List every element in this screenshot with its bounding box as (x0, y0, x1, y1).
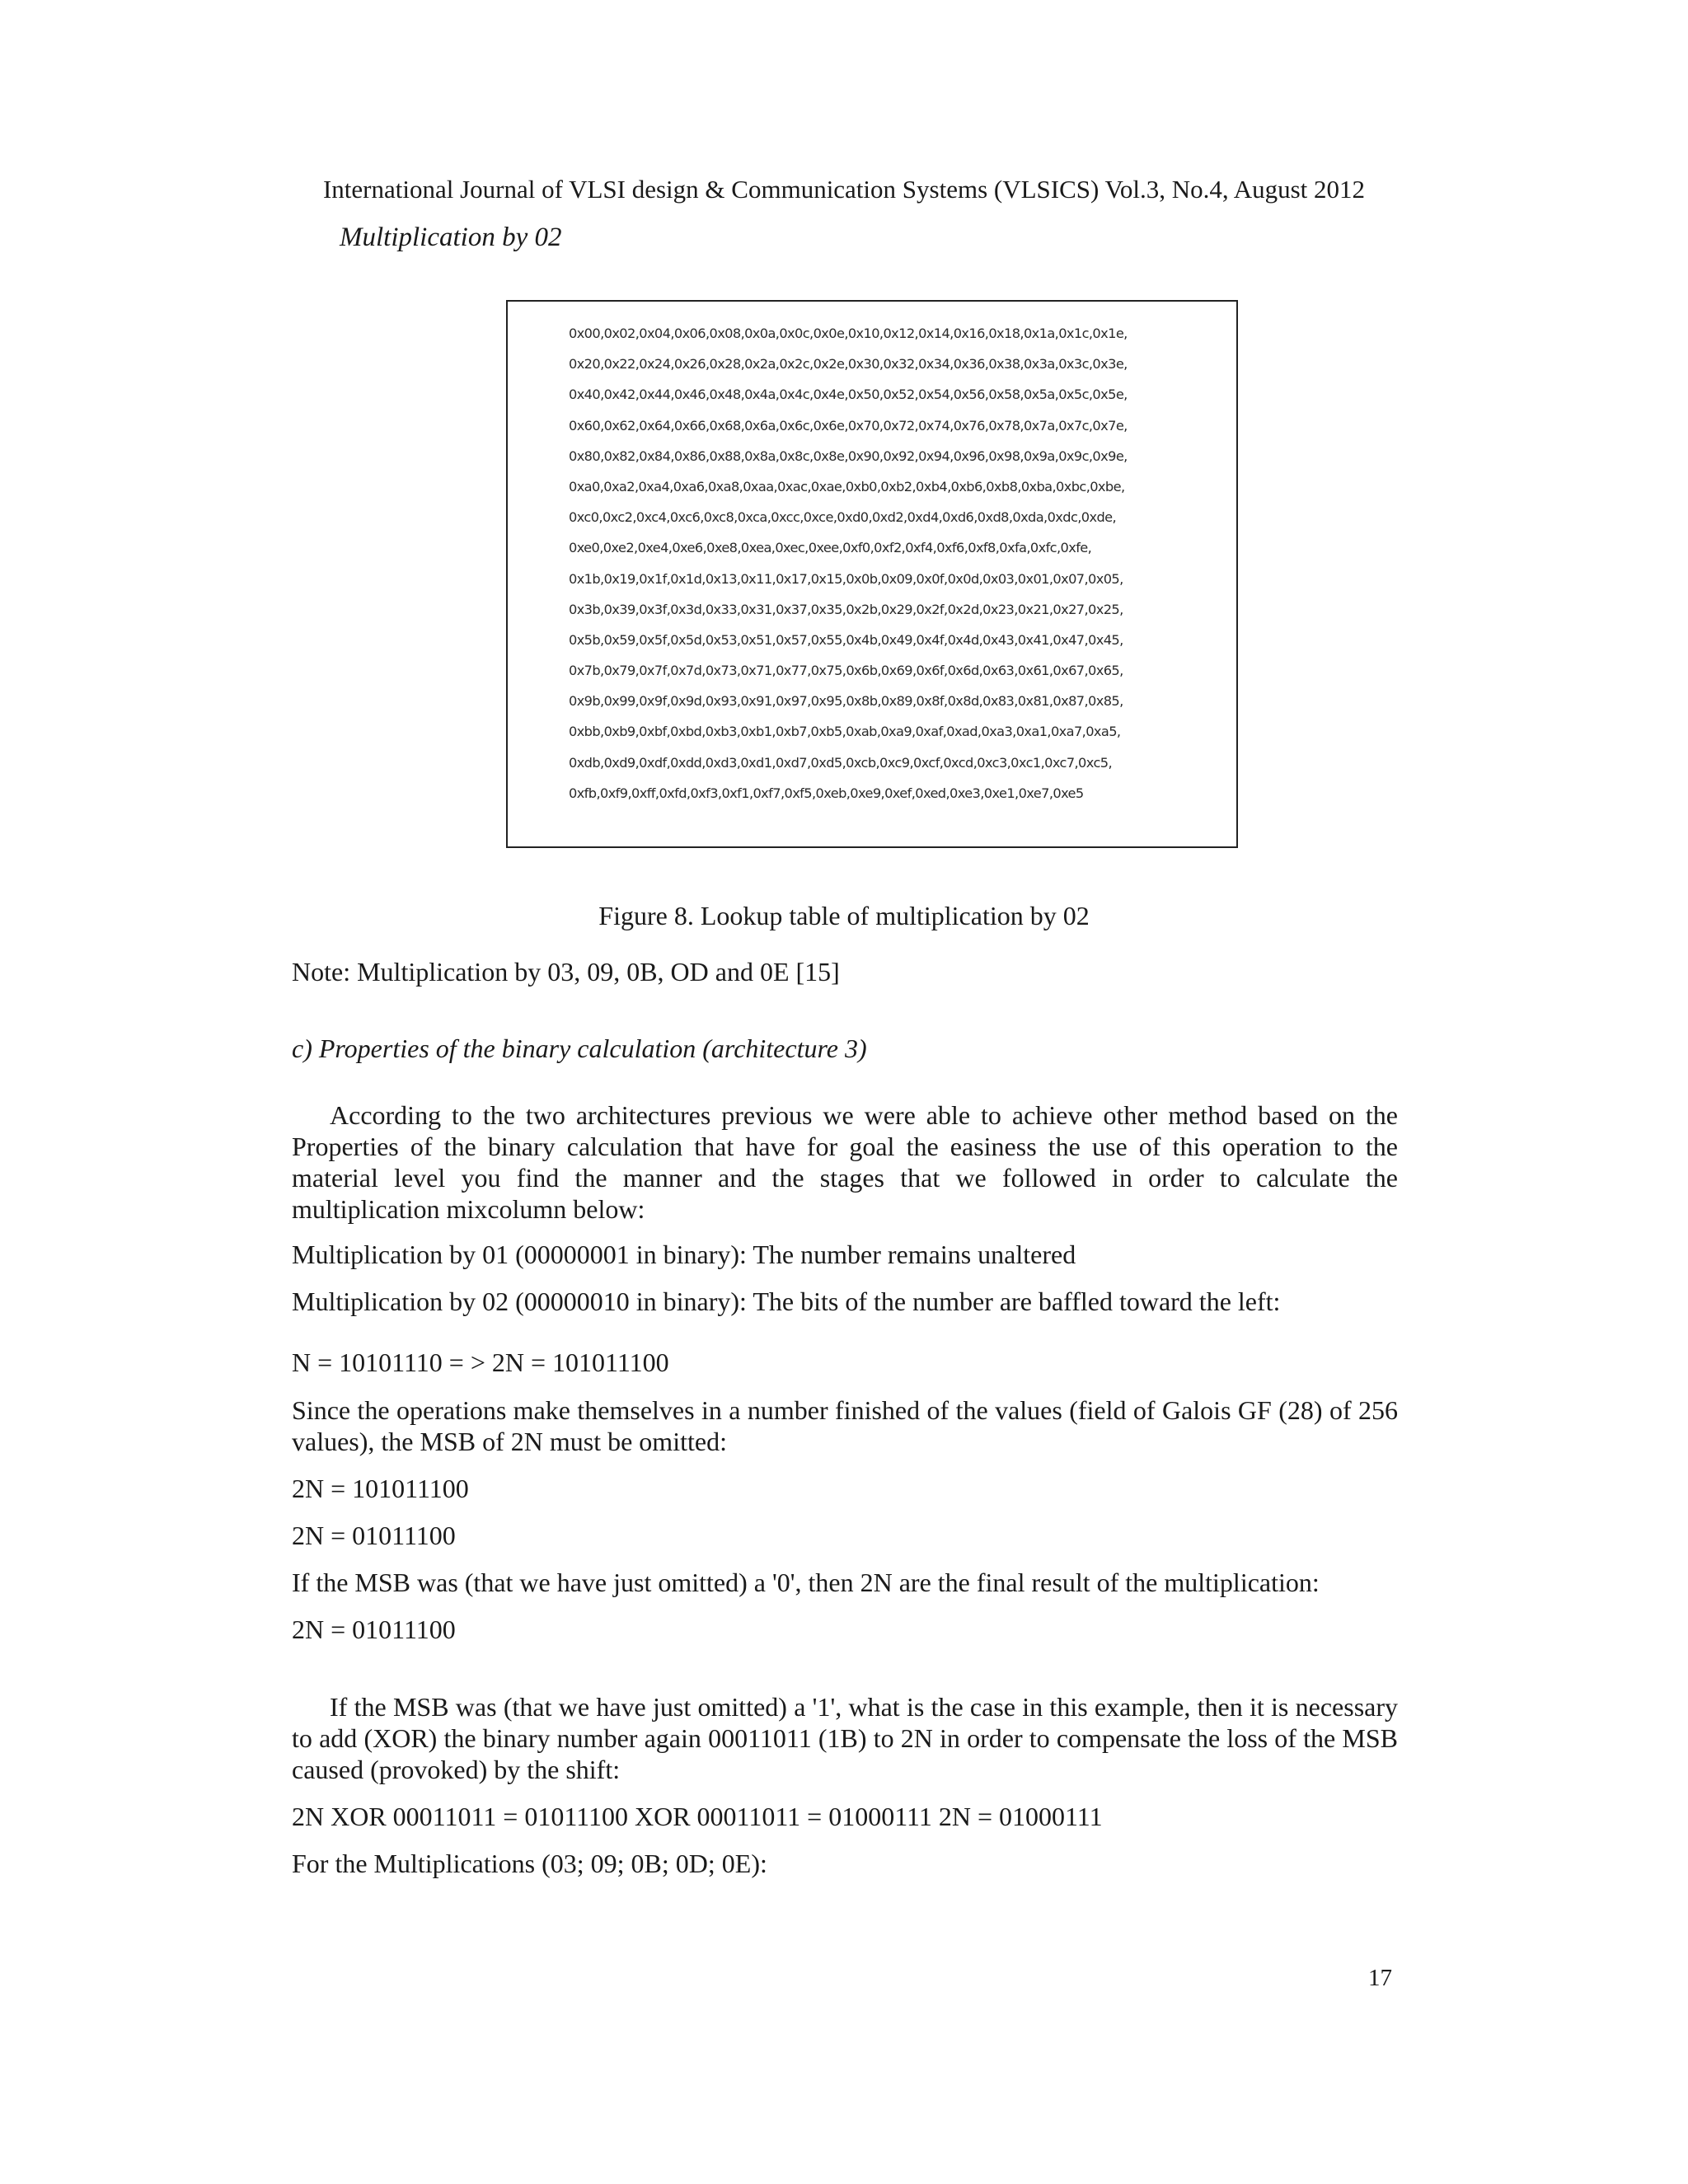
lookup-row: 0xa0,0xa2,0xa4,0xa6,0xa8,0xaa,0xac,0xae,0xb0,0xb2,0xb4,0xb6,0xb8,0xba,0xbc,0xbe, (569, 478, 1125, 494)
line-mult-02: Multiplication by 02 (00000010 in binary): The bits of the number are baffled toward the left: (292, 1286, 1281, 1316)
lookup-row: 0x1b,0x19,0x1f,0x1d,0x13,0x11,0x17,0x15,0x0b,0x09,0x0f,0x0d,0x03,0x01,0x07,0x05, (569, 570, 1123, 587)
lookup-row: 0x7b,0x79,0x7f,0x7d,0x73,0x71,0x77,0x75,0x6b,0x69,0x6f,0x6d,0x63,0x61,0x67,0x65, (569, 663, 1123, 679)
lookup-row: 0x5b,0x59,0x5f,0x5d,0x53,0x51,0x57,0x55,0x4b,0x49,0x4f,0x4d,0x43,0x41,0x47,0x45, (569, 631, 1123, 648)
page-number: 17 (1368, 1965, 1392, 1991)
line-2n-b: 2N = 01011100 (292, 1521, 456, 1550)
lookup-table-figure (506, 300, 1238, 848)
lookup-table (569, 318, 1128, 808)
figure-heading: Multiplication by 02 (340, 223, 562, 252)
lookup-row: 0x9b,0x99,0x9f,0x9d,0x93,0x91,0x97,0x95,0x8b,0x89,0x8f,0x8d,0x83,0x81,0x87,0x85, (569, 693, 1123, 710)
line-if-msb-zero: If the MSB was (that we have just omitted) a '0', then 2N are the final result of the multiplication: (292, 1568, 1320, 1597)
lookup-row: 0xfb,0xf9,0xff,0xfd,0xf3,0xf1,0xf7,0xf5,0xeb,0xe9,0xef,0xed,0xe3,0xe1,0xe7,0xe5 (569, 785, 1084, 801)
line-n-equation: N = 10101110 = > 2N = 101011100 (292, 1347, 669, 1377)
paragraph-msb-one: If the MSB was (that we have just omitted) a '1', what is the case in this example, then it is necessary to add (XOR) the binary number again 00011011 (1B) to 2N in order to compensate the loss of the MSB caused (provoked) by the shift: (292, 1692, 1398, 1784)
lookup-row: 0xbb,0xb9,0xbf,0xbd,0xb3,0xb1,0xb7,0xb5,0xab,0xa9,0xaf,0xad,0xa3,0xa1,0xa7,0xa5, (569, 724, 1121, 740)
lookup-row: 0xc0,0xc2,0xc4,0xc6,0xc8,0xca,0xcc,0xce,0xd0,0xd2,0xd4,0xd6,0xd8,0xda,0xdc,0xde, (569, 509, 1117, 526)
lookup-row: 0x20,0x22,0x24,0x26,0x28,0x2a,0x2c,0x2e,0x30,0x32,0x34,0x36,0x38,0x3a,0x3c,0x3e, (569, 356, 1128, 373)
line-mult-01: Multiplication by 01 (00000001 in binary): The number remains unaltered (292, 1240, 1076, 1269)
line-xor-equation: 2N XOR 00011011 = 01011100 XOR 00011011 = 01000111 2N = 01000111 (292, 1802, 1103, 1831)
paragraph-intro: According to the two architectures previous we were able to achieve other method based on the Properties of the binary calculation that have for goal the easiness the use of this operation to the material level you find the manner and the stages that we followed in order to calculate the multiplication mixcolumn below: (292, 1100, 1398, 1224)
line-for-multiplications: For the Multiplications (03; 09; 0B; 0D; 0E): (292, 1849, 767, 1878)
line-2n-a: 2N = 101011100 (292, 1474, 469, 1503)
lookup-row: 0x3b,0x39,0x3f,0x3d,0x33,0x31,0x37,0x35,0x2b,0x29,0x2f,0x2d,0x23,0x21,0x27,0x25, (569, 601, 1123, 617)
lookup-row: 0x40,0x42,0x44,0x46,0x48,0x4a,0x4c,0x4e,0x50,0x52,0x54,0x56,0x58,0x5a,0x5c,0x5e, (569, 387, 1128, 403)
journal-header (0, 175, 1688, 204)
lookup-row: 0xe0,0xe2,0xe4,0xe6,0xe8,0xea,0xec,0xee,0xf0,0xf2,0xf4,0xf6,0xf8,0xfa,0xfc,0xfe, (569, 540, 1092, 556)
lookup-row: 0x80,0x82,0x84,0x86,0x88,0x8a,0x8c,0x8e,0x90,0x92,0x94,0x96,0x98,0x9a,0x9c,0x9e, (569, 448, 1128, 464)
lookup-row: 0x00,0x02,0x04,0x06,0x08,0x0a,0x0c,0x0e,0x10,0x12,0x14,0x16,0x18,0x1a,0x1c,0x1e, (569, 326, 1128, 341)
figure-caption: Figure 8. Lookup table of multiplication by 02 (598, 901, 1090, 930)
line-2n-c: 2N = 01011100 (292, 1615, 456, 1644)
lookup-row: 0x60,0x62,0x64,0x66,0x68,0x6a,0x6c,0x6e,0x70,0x72,0x74,0x76,0x78,0x7a,0x7c,0x7e, (569, 417, 1128, 434)
paragraph-galois: Since the operations make themselves in a number finished of the values (field of Galois GF (28) of 256 values), the MSB of 2N must be omitted: (292, 1395, 1398, 1456)
note-line: Note: Multiplication by 03, 09, 0B, OD and 0E [15] (292, 957, 840, 987)
journal-header-text: International Journal of VLSI design & Communication Systems (VLSICS) Vol.3, No.4, August 2012 (322, 175, 1366, 204)
section-heading: c) Properties of the binary calculation (architecture 3) (292, 1033, 867, 1063)
lookup-row: 0xdb,0xd9,0xdf,0xdd,0xd3,0xd1,0xd7,0xd5,0xcb,0xc9,0xcf,0xcd,0xc3,0xc1,0xc7,0xc5, (569, 754, 1113, 771)
